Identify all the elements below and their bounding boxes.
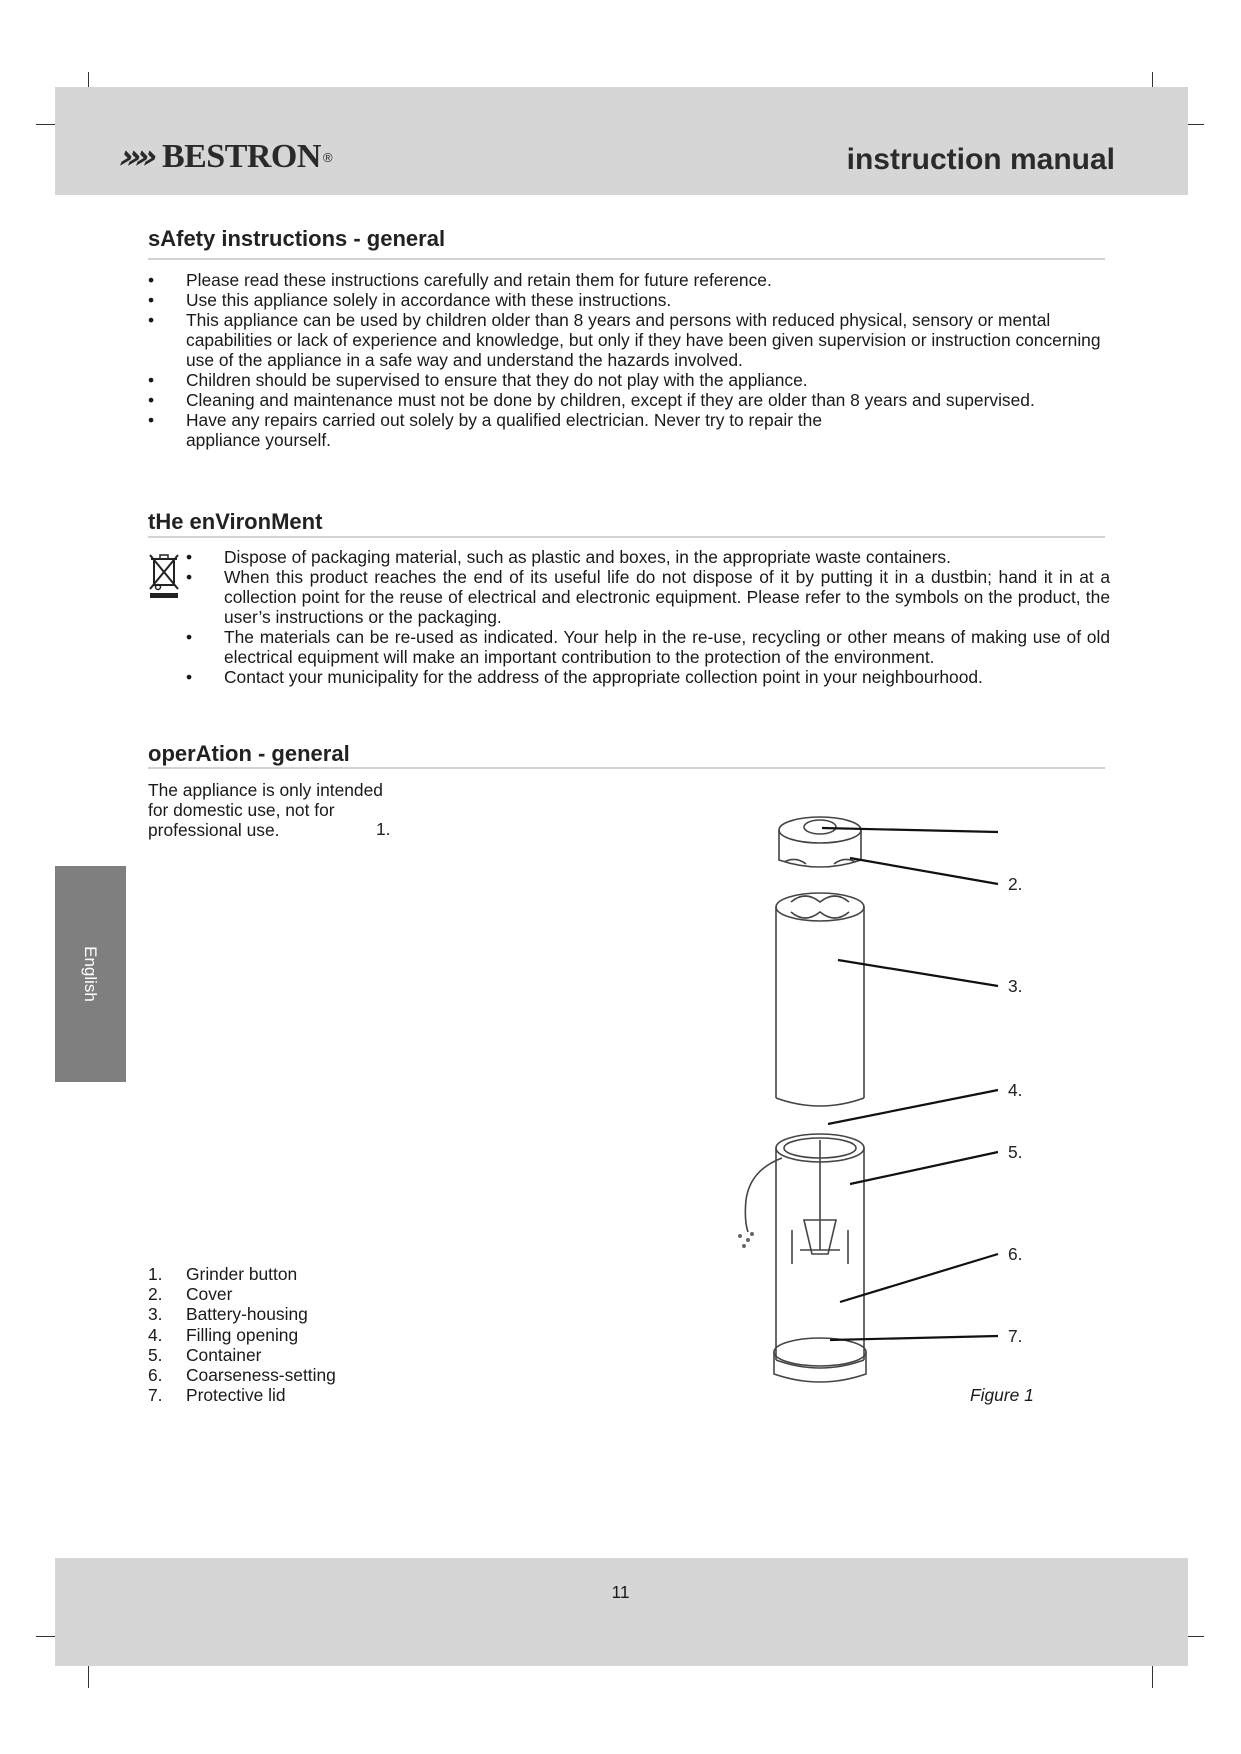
logo-chevrons-icon: »» [112, 137, 160, 177]
heading-rule [148, 258, 1105, 260]
parts-list [148, 1264, 336, 1405]
list-item [148, 1345, 336, 1365]
list-item: • Have any repairs carried out solely by a qualified electrician. Never try to repair the appliance yourself. [148, 410, 1110, 450]
callout-5: 5. [1008, 1142, 1023, 1162]
heading-rule [148, 767, 1105, 769]
environment-list [186, 547, 1110, 687]
list-item: • Children should be supervised to ensure that they do not play with the appliance. [148, 370, 1110, 390]
heading-rule [148, 536, 1105, 538]
language-tab-label: English [81, 946, 100, 1002]
list-item: • The materials can be re-used as indicated. Your help in the re-use, recycling or other means of making use of old electrical equipment will make an important contribution to the protection of the environment. [186, 627, 1110, 667]
list-item [148, 1284, 336, 1304]
list-item [148, 1264, 336, 1284]
part-number: 1. [148, 1264, 163, 1284]
list-item [148, 1325, 336, 1345]
registered-mark: ® [322, 149, 333, 165]
part-number: 6. [148, 1365, 163, 1386]
part-number: 7. [148, 1385, 163, 1406]
part-label: Protective lid [186, 1385, 286, 1406]
list-item [148, 1304, 336, 1324]
list-item: • Contact your municipality for the address of the appropriate collection point in your neighbourhood. [186, 667, 1110, 687]
list-item [148, 1385, 336, 1405]
part-number: 2. [148, 1284, 163, 1305]
part-label: Filling opening [186, 1324, 299, 1345]
part-number: 4. [148, 1324, 163, 1345]
part-label: Coarseness-setting [186, 1365, 336, 1386]
list-item: • Please read these instructions carefully and retain them for future reference. [148, 270, 1110, 290]
page-number: 11 [611, 1582, 630, 1602]
list-item: • Cleaning and maintenance must not be done by children, except if they are older than 8 years and supervised. [148, 390, 1110, 410]
list-item: • Use this appliance solely in accordance with these instructions. [148, 290, 1110, 310]
callout-3: 3. [1008, 976, 1023, 996]
figure-caption: Figure 1 [970, 1385, 1034, 1405]
list-item: • This appliance can be used by children older than 8 years and persons with reduced physical, sensory or mental capabilities or lack of experience and knowledge, but only if they have been given supervision or instruction concerning use of the appliance in a safe way and understand the hazards involved. [148, 310, 1110, 370]
crossed-out-wheelie-bin-icon [148, 553, 180, 599]
list-item [148, 1365, 336, 1385]
footer-band [55, 1558, 1188, 1666]
part-label: Grinder button [186, 1264, 298, 1284]
environment-heading: tHe enVironMent [148, 509, 323, 534]
callout-7: 7. [1008, 1326, 1023, 1346]
callout-4: 4. [1008, 1080, 1023, 1100]
part-label: Battery-housing [186, 1304, 308, 1325]
part-label: Cover [186, 1284, 233, 1305]
callout-1: 1. [376, 819, 391, 839]
operation-intro: The appliance is only intended for domestic use, not for professional use. [148, 780, 383, 840]
brand-name: BESTRON [161, 138, 321, 175]
exploded-view-figure [700, 780, 1120, 1420]
list-item: • Dispose of packaging material, such as plastic and boxes, in the appropriate waste containers. [186, 547, 1110, 567]
part-label: Container [186, 1344, 262, 1365]
list-item: • When this product reaches the end of its useful life do not dispose of it by putting it in a dustbin; hand it in at a collection point for the reuse of electrical and electronic equipment. Please refer to the symbols on the product, the user’s instructions or the packaging. [186, 567, 1110, 627]
safety-heading: sAfety instructions - general [148, 226, 446, 251]
safety-list [148, 270, 1110, 450]
part-number: 3. [148, 1304, 163, 1325]
part-number: 5. [148, 1344, 163, 1365]
document-title: instruction manual [846, 143, 1115, 176]
callout-6: 6. [1008, 1244, 1023, 1264]
operation-heading: operAtion - general [148, 741, 350, 766]
callout-2: 2. [1008, 874, 1023, 894]
brand-logo [112, 137, 333, 177]
